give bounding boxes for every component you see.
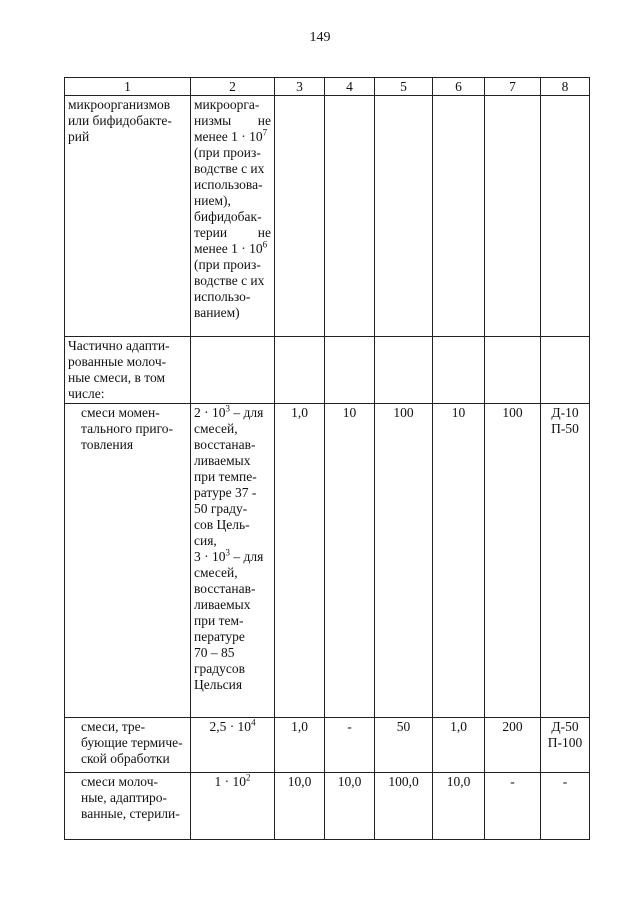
cell-value: - xyxy=(325,718,375,773)
cell-empty xyxy=(191,337,275,404)
cell-empty xyxy=(485,337,541,404)
cell-empty xyxy=(433,337,485,404)
cell-product-name xyxy=(65,773,191,840)
cell-value: 100,0 xyxy=(375,773,433,840)
cell-value: 10,0 xyxy=(275,773,325,840)
cell-value: 3 · 10 xyxy=(194,549,226,564)
table-row xyxy=(65,718,590,773)
cell-norm xyxy=(191,96,275,337)
exponent: 4 xyxy=(251,717,256,728)
cell-value: 1,0 xyxy=(275,718,325,773)
cell-line xyxy=(194,129,271,145)
cell-paragraph: смесей, восстанав- ливаемых при тем- пературе 70 – 85 градусов Цельсия xyxy=(194,565,256,692)
exponent: 7 xyxy=(262,127,268,138)
cell-text: микроорганизмов или бифидобакте- рий xyxy=(68,97,172,144)
table-row xyxy=(65,337,590,404)
cell-text: смеси молоч- ные, адаптиро- ванные, стерили- xyxy=(81,774,180,821)
cell-empty xyxy=(541,337,590,404)
cell-norm xyxy=(191,718,275,773)
cell-value-suffix: – для xyxy=(230,549,264,564)
table-row xyxy=(65,96,590,337)
cell-empty xyxy=(375,337,433,404)
exponent: 6 xyxy=(262,239,268,250)
cell-word: терии xyxy=(194,225,228,240)
cell-value: 2,5 · 10 xyxy=(209,719,252,734)
cell-word: низмы xyxy=(194,113,232,128)
cell-paragraph: (при произ- водстве с их использова- нием), бифидобак- xyxy=(194,145,265,224)
cell-empty xyxy=(485,96,541,337)
cell-value: 100 xyxy=(375,404,433,718)
cell-product-name xyxy=(65,337,191,404)
exponent: 3 xyxy=(225,547,230,558)
cell-line xyxy=(194,405,271,421)
data-table xyxy=(64,77,590,840)
cell-value: менее 1 · 10 xyxy=(194,129,263,144)
cell-product-name xyxy=(65,404,191,718)
cell-value: 50 xyxy=(375,718,433,773)
table-row xyxy=(65,773,590,840)
cell-value: 2 · 10 xyxy=(194,405,226,420)
cell-value: Д-10 П-50 xyxy=(541,404,590,718)
column-header-1: 1 xyxy=(65,78,191,96)
table-header-row xyxy=(65,78,590,96)
cell-value: 1 · 10 xyxy=(214,774,246,789)
cell-value: 200 xyxy=(485,718,541,773)
column-header-7: 7 xyxy=(485,78,541,96)
cell-value: Д-50 П-100 xyxy=(541,718,590,773)
cell-value: 100 xyxy=(485,404,541,718)
cell-word: не xyxy=(257,225,271,240)
cell-empty xyxy=(275,337,325,404)
cell-empty xyxy=(325,337,375,404)
cell-paragraph: смесей, восстанав- ливаемых при темпе- ратуре 37 - 50 граду- сов Цель- сия, xyxy=(194,421,257,548)
cell-value: 1,0 xyxy=(275,404,325,718)
cell-line: микроорга- xyxy=(194,97,260,112)
cell-norm xyxy=(191,773,275,840)
cell-paragraph: (при произ- водстве с их использо- ванием) xyxy=(194,257,265,320)
cell-empty xyxy=(375,96,433,337)
cell-line xyxy=(194,113,271,129)
cell-product-name xyxy=(65,718,191,773)
cell-product-name xyxy=(65,96,191,337)
cell-word: не xyxy=(257,113,271,128)
cell-value: 1,0 xyxy=(433,718,485,773)
column-header-8: 8 xyxy=(541,78,590,96)
cell-empty xyxy=(541,96,590,337)
cell-value: 10,0 xyxy=(325,773,375,840)
cell-empty xyxy=(325,96,375,337)
cell-value-suffix: – для xyxy=(230,405,264,420)
cell-empty xyxy=(433,96,485,337)
exponent: 3 xyxy=(225,403,230,414)
cell-text: смеси момен- тального приго- товления xyxy=(81,405,174,452)
column-header-3: 3 xyxy=(275,78,325,96)
cell-value: 10 xyxy=(433,404,485,718)
column-header-5: 5 xyxy=(375,78,433,96)
exponent: 2 xyxy=(246,772,251,783)
page-number: 149 xyxy=(309,30,331,45)
cell-text: Частично адапти- рованные молоч- ные смеси, в том числе: xyxy=(68,338,170,401)
column-header-6: 6 xyxy=(433,78,485,96)
cell-value: - xyxy=(485,773,541,840)
cell-line xyxy=(194,549,271,565)
cell-value: 10 xyxy=(325,404,375,718)
cell-value: менее 1 · 10 xyxy=(194,241,263,256)
cell-line xyxy=(194,241,271,257)
cell-text: смеси, тре- бующие термиче- ской обработки xyxy=(81,719,183,766)
cell-value: - xyxy=(541,773,590,840)
cell-line xyxy=(194,225,271,241)
cell-value: 10,0 xyxy=(433,773,485,840)
column-header-2: 2 xyxy=(191,78,275,96)
cell-empty xyxy=(275,96,325,337)
table-row xyxy=(65,404,590,718)
column-header-4: 4 xyxy=(325,78,375,96)
cell-norm xyxy=(191,404,275,718)
